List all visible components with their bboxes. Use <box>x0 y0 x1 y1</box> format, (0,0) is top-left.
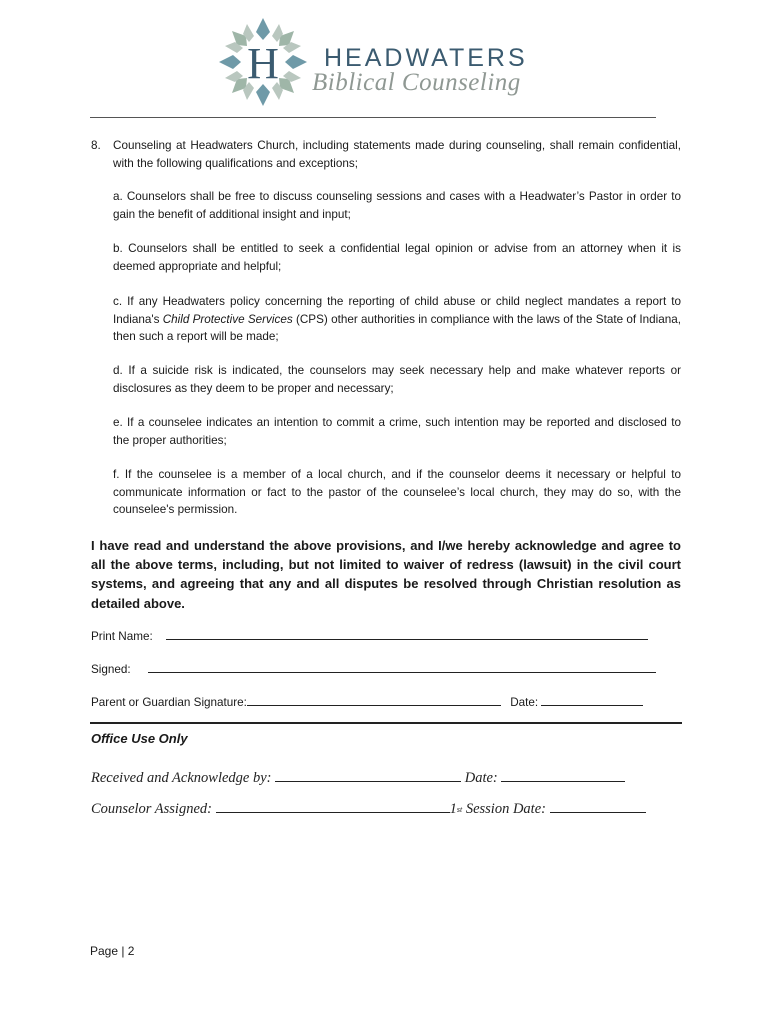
session-date-label: Session Date: <box>465 801 546 817</box>
signed-row <box>91 661 656 676</box>
office-divider <box>90 722 682 724</box>
provision-e: e. If a counselee indicates an intention to commit a crime, such intention may be reported and disclosed to the proper authorities; <box>113 416 681 447</box>
provision-f: f. If the counselee is a member of a local church, and if the counselor deems it necessary or helpful to communicate information or fact to the pastor of the counselee’s local church, they may do so, with the counselee's permission. <box>113 468 681 516</box>
provision-number: 8. <box>91 139 101 152</box>
guardian-signature-field[interactable] <box>247 694 501 706</box>
provision-b: b. Counselors shall be entitled to seek a confidential legal opinion or advise from an attorney when it is deemed appropriate and helpful; <box>113 242 681 273</box>
session-ordinal: 1 <box>449 801 457 817</box>
office-date-label: Date: <box>464 770 498 786</box>
received-by-field[interactable] <box>275 770 461 782</box>
print-name-field[interactable] <box>166 628 648 640</box>
received-row <box>91 770 625 787</box>
print-name-label: Print Name: <box>91 630 153 643</box>
provision-text: Counseling at Headwaters Church, including statements made during counseling, shall remain confidential, with the following qualifications and exceptions; <box>113 139 681 170</box>
guardian-signature-label: Parent or Guardian Signature: <box>91 696 247 709</box>
date-label: Date: <box>510 696 539 709</box>
session-date-field[interactable] <box>550 801 646 813</box>
provision-c-italic: Child Protective Services <box>162 312 293 326</box>
signed-label: Signed: <box>91 663 131 676</box>
guardian-row <box>91 694 643 709</box>
flower-emblem-icon <box>218 16 308 108</box>
provision-c-text-1: c. If any Headwaters policy concerning the reporting of child abuse or child neglect mandates a report to Indiana's <box>113 295 681 326</box>
session-ordinal-suffix: st <box>456 805 463 814</box>
brand-name: HEADWATERS <box>324 44 528 72</box>
provision-c-text-2: (CPS) other authorities in compliance with the laws of the State of Indiana, then such a report will be made; <box>113 312 681 343</box>
counselor-row <box>91 801 646 818</box>
print-name-row <box>91 628 648 643</box>
header-divider <box>90 117 656 118</box>
date-field[interactable] <box>541 694 643 706</box>
counselor-assigned-label: Counselor Assigned: <box>91 801 212 817</box>
provision-a: a. Counselors shall be free to discuss counseling sessions and cases with a Headwater’s Pastor in order to gain the benefit of additional insight and input; <box>113 190 681 221</box>
page-number: Page | 2 <box>90 944 135 958</box>
received-label: Received and Acknowledge by: <box>91 770 272 786</box>
provision-d: d. If a suicide risk is indicated, the counselors may seek necessary help and make whatever reports or disclosures as they deem to be proper and necessary; <box>113 364 681 395</box>
acknowledgement-statement: I have read and understand the above provisions, and I/we hereby acknowledge and agree to all the above terms, including, but not limited to waiver of redress (lawsuit) in the civil court systems, and agreeing that any and all disputes be resolved through Christian resolution as detailed above. <box>91 538 681 611</box>
brand-subtitle: Biblical Counseling <box>312 69 521 96</box>
provision-c <box>113 293 681 346</box>
headwaters-logo <box>218 14 558 110</box>
logo-letter: H <box>247 39 279 88</box>
office-use-title: Office Use Only <box>91 731 188 746</box>
signature-field[interactable] <box>148 661 656 673</box>
office-date-field[interactable] <box>501 770 625 782</box>
provision-8 <box>91 137 681 172</box>
counselor-assigned-field[interactable] <box>216 801 450 813</box>
